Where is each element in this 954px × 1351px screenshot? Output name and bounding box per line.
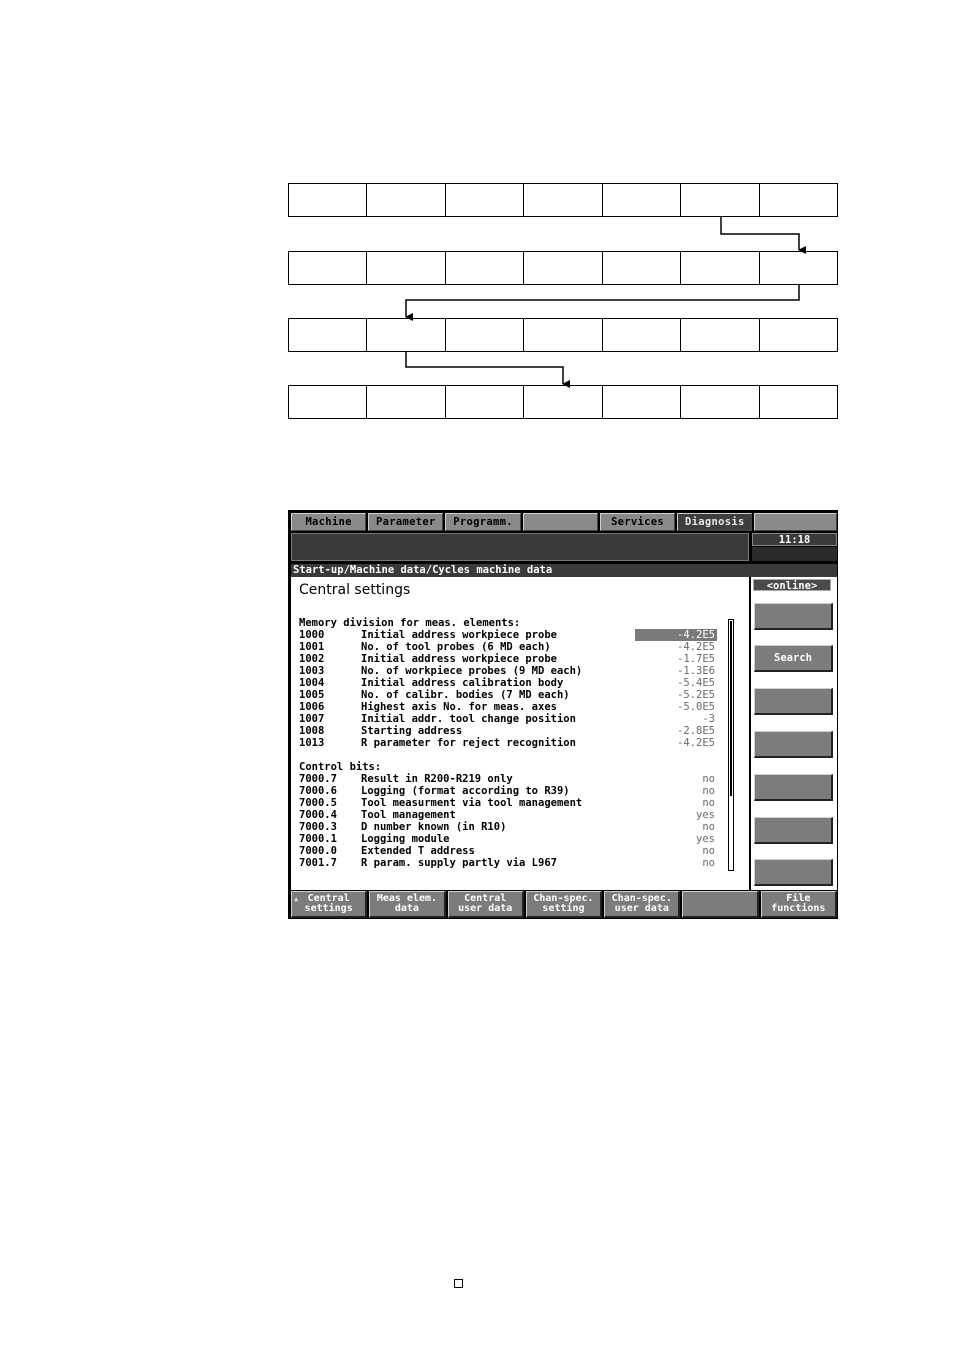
table-row[interactable]: [299, 653, 717, 665]
md-value[interactable]: no: [702, 845, 715, 857]
vertical-softkey-6[interactable]: [754, 817, 833, 844]
md-number: 7000.3: [299, 821, 337, 833]
md-number: 7000.1: [299, 833, 337, 845]
arrow-2: [406, 285, 799, 317]
table-row[interactable]: [299, 809, 717, 821]
control-section-label: Control bits:: [299, 761, 382, 773]
md-description: Extended T address: [361, 845, 475, 857]
md-number: 7000.5: [299, 797, 337, 809]
vertical-softkey-7[interactable]: [754, 859, 833, 886]
md-number: 7000.6: [299, 785, 337, 797]
vertical-softkey-panel: [751, 577, 837, 890]
chan-spec-user-data-softkey[interactable]: [604, 891, 680, 918]
softkey-label-line2: data: [394, 903, 419, 914]
arrow-3: [406, 352, 563, 384]
table-row[interactable]: [299, 833, 717, 845]
md-value[interactable]: -2.8E5: [677, 725, 715, 737]
scrollbar[interactable]: [728, 619, 734, 871]
table-row[interactable]: [299, 785, 717, 797]
table-row[interactable]: [299, 845, 717, 857]
table-row[interactable]: [299, 641, 717, 653]
md-number: 7000.7: [299, 773, 337, 785]
md-value[interactable]: no: [702, 797, 715, 809]
md-value[interactable]: no: [702, 773, 715, 785]
tab-empty-right[interactable]: [754, 513, 837, 531]
md-value[interactable]: -4.2E5: [677, 641, 715, 653]
md-value[interactable]: no: [702, 857, 715, 869]
message-bar: [291, 533, 749, 561]
md-value[interactable]: -5.4E5: [677, 677, 715, 689]
table-row[interactable]: [299, 737, 717, 749]
md-description: Initial address calibration body: [361, 677, 564, 689]
table-row[interactable]: [299, 725, 717, 737]
md-number: 1008: [299, 725, 325, 737]
md-number: 1005: [299, 689, 325, 701]
md-number: 1002: [299, 653, 325, 665]
md-description: Highest axis No. for meas. axes: [361, 701, 557, 713]
md-description: No. of tool probes (6 MD each): [361, 641, 551, 653]
up-caret-icon: ▲: [294, 895, 299, 903]
md-description: D number known (in R10): [361, 821, 507, 833]
md-number: 7000.0: [299, 845, 337, 857]
central-user-data-softkey[interactable]: [448, 891, 524, 918]
md-description: Logging module: [361, 833, 450, 845]
softkey-label-line1: Central: [307, 893, 350, 904]
md-description: No. of calibr. bodies (7 MD each): [361, 689, 570, 701]
md-value[interactable]: yes: [696, 809, 715, 821]
md-value[interactable]: -5.2E5: [677, 689, 715, 701]
menu-tab-bar: [291, 513, 837, 531]
vertical-softkey-4[interactable]: [754, 731, 833, 758]
softkey-label-line2: user data: [614, 903, 669, 914]
empty-softkey[interactable]: [682, 891, 758, 918]
md-number: 7000.4: [299, 809, 337, 821]
memory-layout-diagram: [0, 0, 954, 440]
md-description: Starting address: [361, 725, 463, 737]
file-functions-softkey[interactable]: [761, 891, 837, 918]
chan-spec-setting-softkey[interactable]: [526, 891, 602, 918]
md-description: R param. supply partly via L967: [361, 857, 557, 869]
horizontal-softkey-bar: [291, 891, 837, 918]
tab-machine[interactable]: Machine: [291, 513, 366, 531]
md-number: 1013: [299, 737, 325, 749]
md-description: Tool management: [361, 809, 456, 821]
table-row[interactable]: [299, 701, 717, 713]
memory-section-label: Memory division for meas. elements:: [299, 617, 521, 629]
data-panel: [291, 577, 749, 890]
footer-square-icon: [454, 1279, 463, 1288]
vertical-softkey-1[interactable]: [754, 603, 833, 630]
softkey-label-line1: File: [786, 893, 811, 904]
md-value[interactable]: -1.7E5: [677, 653, 715, 665]
md-number: 7001.7: [299, 857, 337, 869]
status-badge: <online>: [753, 579, 831, 591]
table-row[interactable]: [299, 857, 717, 869]
clock: 11:18: [752, 533, 837, 546]
md-description: Result in R200-R219 only: [361, 773, 513, 785]
search-button[interactable]: Search: [754, 645, 833, 672]
softkey-label-line2: user data: [458, 903, 513, 914]
page-title: Central settings: [299, 582, 411, 598]
vertical-softkey-3[interactable]: [754, 688, 833, 715]
md-description: Tool measurment via tool management: [361, 797, 583, 809]
table-row[interactable]: [299, 689, 717, 701]
arrow-1: [721, 217, 799, 250]
table-row[interactable]: [299, 821, 717, 833]
md-number: 1007: [299, 713, 325, 725]
md-number: 1003: [299, 665, 325, 677]
softkey-label-line1: Central: [464, 893, 507, 904]
md-description: R parameter for reject recognition: [361, 737, 576, 749]
tab-programm[interactable]: Programm.: [445, 513, 520, 531]
table-row[interactable]: [299, 677, 717, 689]
md-description: Initial addr. tool change position: [361, 713, 576, 725]
md-number: 1000: [299, 629, 325, 641]
tab-diagnosis[interactable]: Diagnosis: [677, 513, 752, 531]
tab-services[interactable]: Services: [600, 513, 675, 531]
tab-empty[interactable]: [523, 513, 598, 531]
softkey-label-line2: functions: [771, 903, 826, 914]
md-value[interactable]: -5.0E5: [677, 701, 715, 713]
md-number: 1001: [299, 641, 325, 653]
softkey-label-line2: settings: [304, 903, 353, 914]
md-value[interactable]: -4.2E5: [635, 629, 717, 641]
softkey-label-line1: Chan-spec.: [611, 893, 672, 904]
md-value[interactable]: no: [702, 785, 715, 797]
md-number: 1004: [299, 677, 325, 689]
softkey-label-line2: setting: [542, 903, 585, 914]
md-value[interactable]: -1.3E6: [677, 665, 715, 677]
md-value[interactable]: yes: [696, 833, 715, 845]
breadcrumb: Start-up/Machine data/Cycles machine data: [291, 564, 837, 577]
table-row[interactable]: [299, 797, 717, 809]
cnc-screen: [288, 510, 838, 919]
scrollbar-thumb[interactable]: [730, 621, 732, 796]
meas-elem-data-softkey[interactable]: [369, 891, 445, 918]
md-number: 1006: [299, 701, 325, 713]
md-description: Logging (format according to R39): [361, 785, 570, 797]
diagram-arrows: [0, 0, 954, 440]
md-description: Initial address workpiece probe: [361, 629, 557, 641]
md-description: No. of workpiece probes (9 MD each): [361, 665, 583, 677]
md-value[interactable]: -4.2E5: [677, 737, 715, 749]
md-value[interactable]: -3: [702, 713, 715, 725]
table-row[interactable]: [299, 773, 717, 785]
clock-underbar: [752, 547, 837, 561]
table-row[interactable]: [299, 665, 717, 677]
vertical-softkey-5[interactable]: [754, 774, 833, 801]
table-row[interactable]: [299, 629, 717, 641]
softkey-label-line1: Chan-spec.: [533, 893, 594, 904]
md-description: Initial address workpiece probe: [361, 653, 557, 665]
central-settings-softkey[interactable]: [291, 891, 367, 918]
tab-parameter[interactable]: Parameter: [368, 513, 443, 531]
softkey-label-line1: Meas elem.: [376, 893, 438, 904]
table-row[interactable]: [299, 713, 717, 725]
md-value[interactable]: no: [702, 821, 715, 833]
